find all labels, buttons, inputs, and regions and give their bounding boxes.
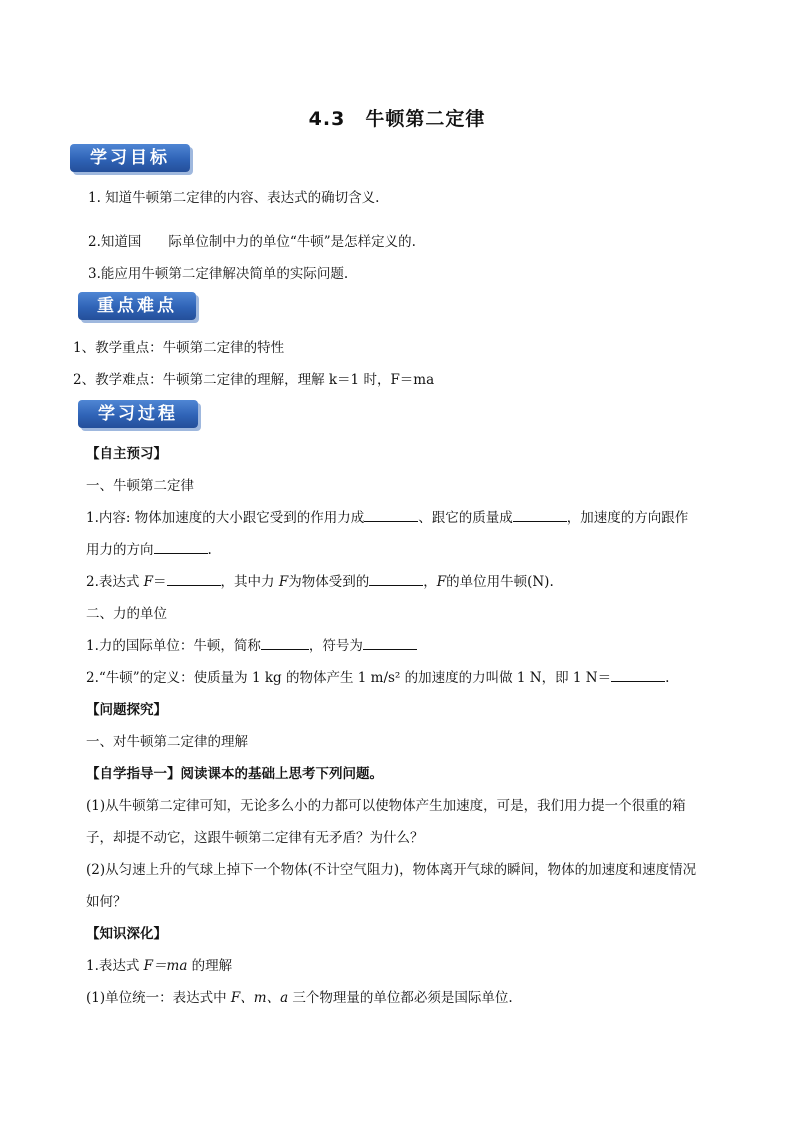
deepen-line-1 — [86, 954, 232, 974]
text: . — [207, 542, 212, 558]
deepen-line-2 — [86, 986, 513, 1006]
page-title: 4.3 牛顿第二定律 — [308, 108, 486, 130]
text: ，其中力 — [220, 574, 279, 590]
text: 用力的方向 — [86, 542, 154, 558]
key-point-1: 1、教学重点：牛顿第二定律的特性 — [73, 340, 285, 356]
text: 2.表达式 — [86, 574, 144, 590]
text: 为物体受到的 — [288, 574, 370, 590]
text: 、跟它的质量成 — [418, 510, 513, 526]
goal-item-2: 2.知道国 际单位制中力的单位“牛顿”是怎样定义的. — [88, 234, 416, 250]
fill-blank[interactable] — [611, 669, 665, 682]
section-banner-key-points: 重点难点 — [78, 292, 196, 320]
text: 的理解 — [187, 958, 233, 974]
question-1: (1)从牛顿第二定律可知，无论多么小的力都可以使物体产生加速度，可是，我们用力提一个很重的箱 — [86, 798, 686, 814]
question-2: (2)从匀速上升的气球上掉下一个物体(不计空气阻力)，物体离开气球的瞬间，物体的加速度和速度情况 — [86, 862, 697, 878]
fill-blank[interactable] — [369, 573, 423, 586]
preview-line-newton-def — [86, 666, 669, 686]
fill-blank[interactable] — [364, 509, 418, 522]
text: 1.表达式 — [86, 958, 144, 974]
text: . — [665, 670, 670, 686]
text: 2.“牛顿”的定义：使质量为 1 kg 的物体产生 1 m/s² 的加速度的力叫做 1 N，即 1 N＝ — [86, 670, 612, 686]
formula: F＝ma — [143, 958, 188, 974]
preview-section-2-title: 二、力的单位 — [86, 606, 167, 622]
deepen-heading: 【知识深化】 — [86, 926, 167, 942]
symbol-F: F — [436, 574, 447, 590]
fill-blank[interactable] — [363, 637, 417, 650]
text: ， — [423, 574, 437, 590]
preview-line-unit — [86, 634, 417, 654]
text: ＝ — [153, 574, 167, 590]
preview-line-content-cont — [86, 538, 212, 558]
key-point-2: 2、教学难点：牛顿第二定律的理解，理解 k＝1 时，F＝ma — [73, 372, 435, 388]
text: (1)单位统一：表达式中 — [86, 990, 231, 1006]
goal-item-1: 1. 知道牛顿第二定律的内容、表达式的确切含义. — [88, 190, 380, 206]
text: 1.内容: 物体加速度的大小跟它受到的作用力成 — [86, 510, 365, 526]
preview-section-1-title: 一、牛顿第二定律 — [86, 478, 194, 494]
fill-blank[interactable] — [513, 509, 567, 522]
explore-heading: 【问题探究】 — [86, 702, 167, 718]
preview-line-content — [86, 506, 688, 526]
preview-heading: 【自主预习】 — [86, 446, 167, 462]
fill-blank[interactable] — [154, 541, 208, 554]
fill-blank[interactable] — [167, 573, 221, 586]
symbol-F: F — [278, 574, 289, 590]
section-banner-process: 学习过程 — [78, 400, 198, 428]
explore-section-1-title: 一、对牛顿第二定律的理解 — [86, 734, 248, 750]
preview-line-expression — [86, 570, 554, 590]
fill-blank[interactable] — [261, 637, 309, 650]
symbols: F、m、a — [230, 990, 289, 1006]
text: 的单位用牛顿(N). — [446, 574, 554, 590]
goal-item-3: 3.能应用牛顿第二定律解决简单的实际问题. — [88, 266, 349, 282]
text: ，加速度的方向跟作 — [566, 510, 689, 526]
symbol-F: F — [143, 574, 154, 590]
self-study-guide: 【自学指导一】阅读课本的基础上思考下列问题。 — [86, 766, 383, 782]
text: ，符号为 — [308, 638, 363, 654]
question-1-cont: 子，却提不动它，这跟牛顿第二定律有无矛盾？为什么？ — [86, 830, 424, 846]
text: 三个物理量的单位都必须是国际单位. — [288, 990, 513, 1006]
section-banner-goals: 学习目标 — [70, 144, 190, 172]
text: 1.力的国际单位：牛顿，简称 — [86, 638, 261, 654]
question-2-cont: 如何？ — [86, 894, 127, 910]
